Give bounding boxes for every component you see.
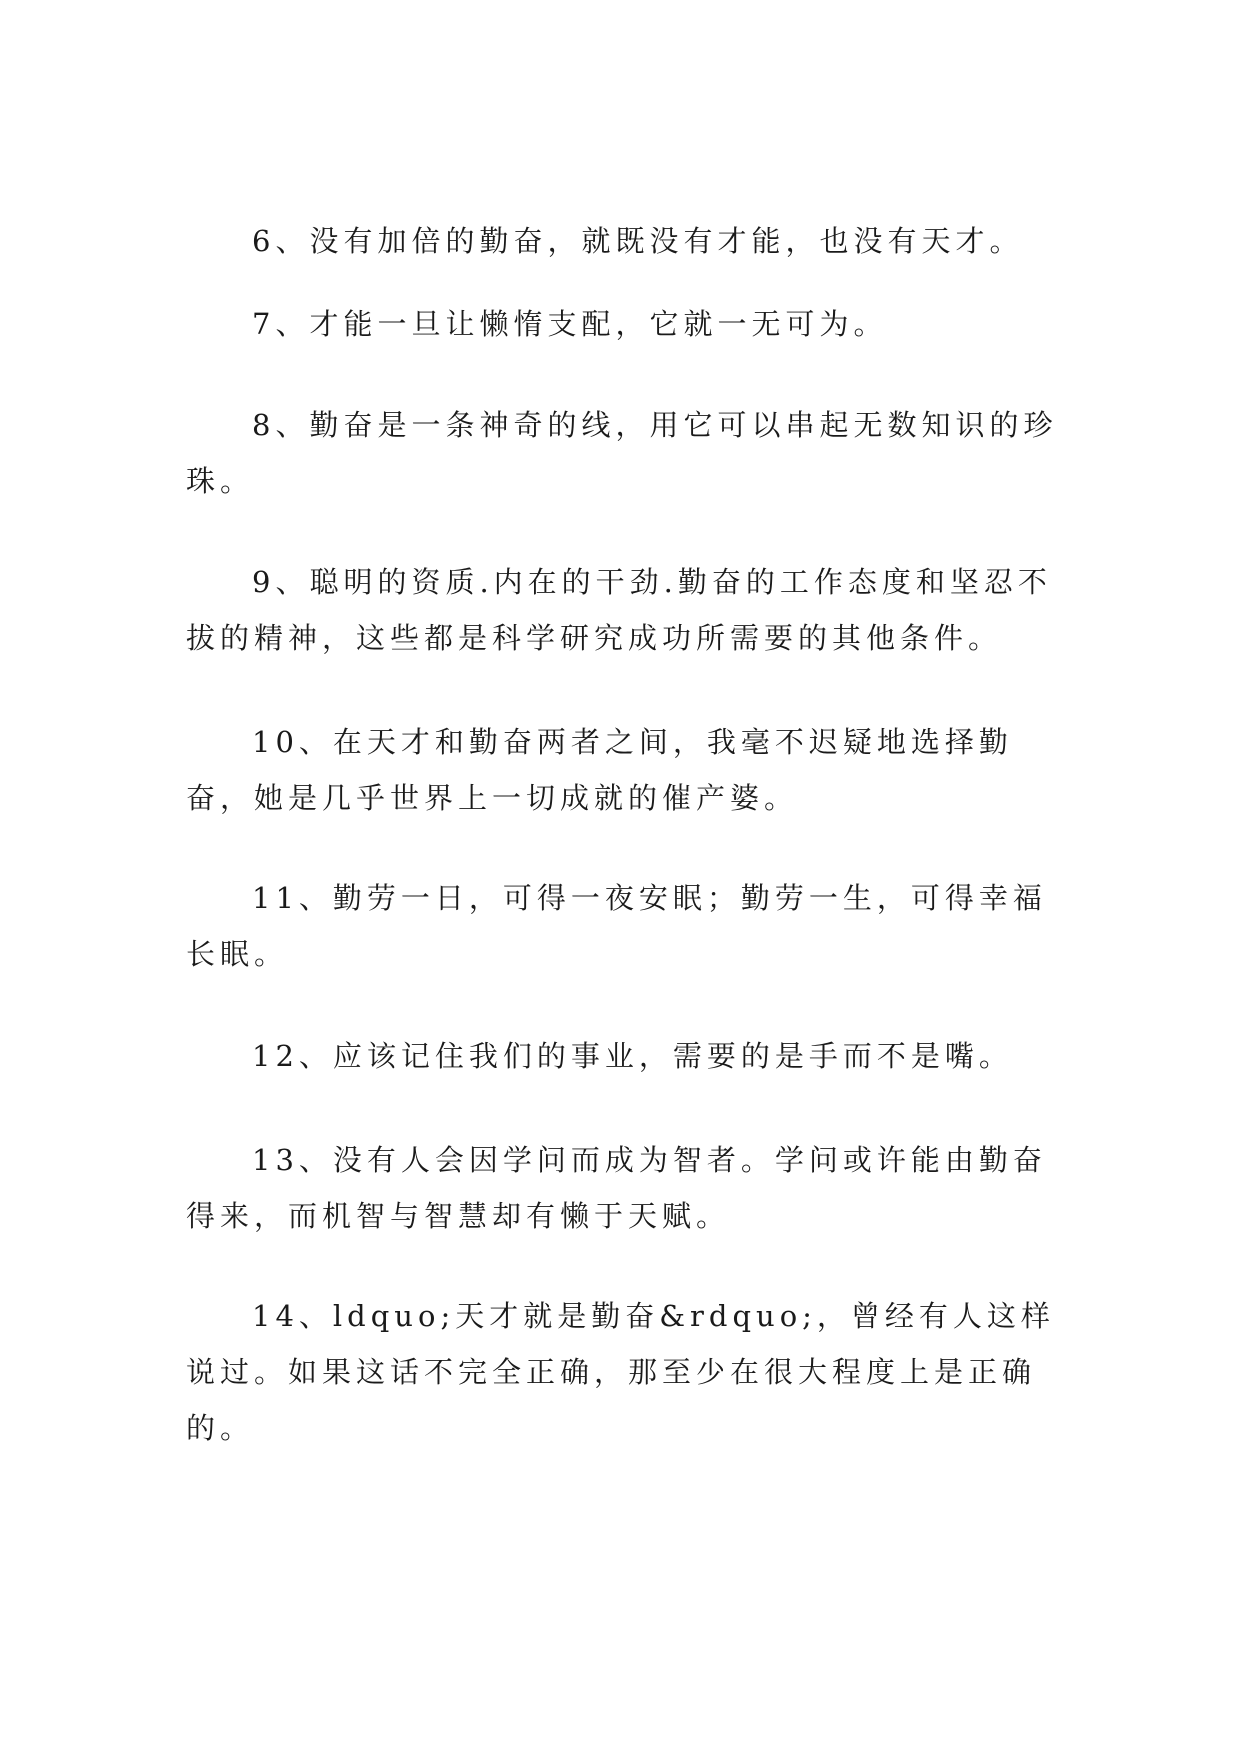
quote-paragraph-12: 12、应该记住我们的事业，需要的是手而不是嘴。 — [252, 1039, 1013, 1073]
quote-paragraph-6: 6、没有加倍的勤奋，就既没有才能，也没有天才。 — [252, 224, 1024, 258]
quote-paragraph-7: 7、才能一旦让懒惰支配，它就一无可为。 — [252, 307, 888, 341]
quote-paragraph-9: 9、聪明的资质.内在的干劲.勤奋的工作态度和坚忍不拔的精神，这些都是科学研究成功所需要的其他条件。 — [186, 565, 1052, 655]
quote-paragraph-10: 10、在天才和勤奋两者之间，我毫不迟疑地选择勤奋，她是几乎世界上一切成就的催产婆。 — [186, 725, 1013, 815]
quote-paragraph-13: 13、没有人会因学问而成为智者。学问或许能由勤奋得来，而机智与智慧却有懒于天赋。 — [186, 1143, 1047, 1233]
quote-paragraph-14: 14、ldquo;天才就是勤奋&rdquo;，曾经有人这样说过。如果这话不完全正确，那至少在很大程度上是正确的。 — [186, 1299, 1055, 1445]
quote-paragraph-11: 11、勤劳一日，可得一夜安眠；勤劳一生，可得幸福长眠。 — [186, 881, 1047, 971]
quote-paragraph-8: 8、勤奋是一条神奇的线，用它可以串起无数知识的珍珠。 — [186, 408, 1058, 498]
